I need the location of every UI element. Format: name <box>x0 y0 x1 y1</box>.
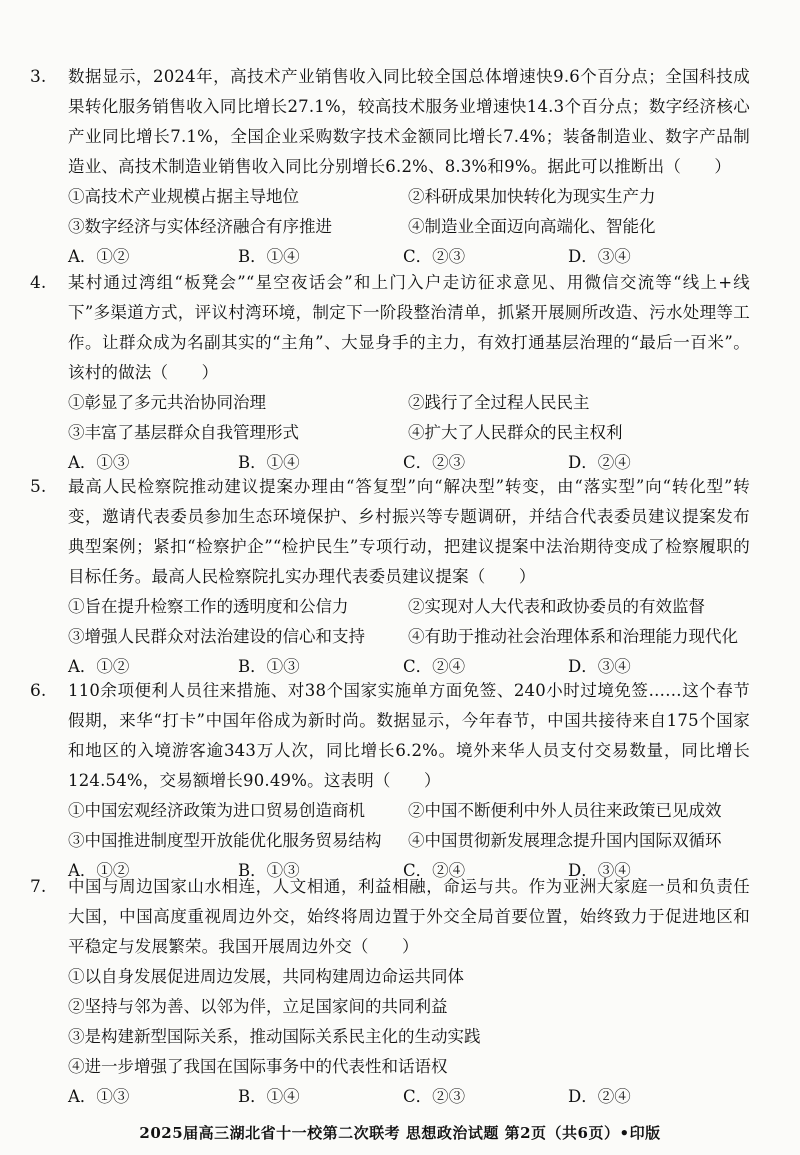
choice-d: D．②④ <box>568 453 631 472</box>
question-number: 6. <box>30 681 47 701</box>
statement-3: ③中国推进制度型开放能优化服务贸易结构 <box>68 831 382 850</box>
choice-a: A．①② <box>68 861 130 880</box>
question-3 <box>30 62 750 272</box>
question-7 <box>30 872 750 1112</box>
choice-a: A．①③ <box>68 453 130 472</box>
statement-1: ①高技术产业规模占据主导地位 <box>68 187 299 206</box>
page-footer: 2025届高三湖北省十一校第二次联考 思想政治试题 第2页（共6页）•印版 <box>139 1124 661 1142</box>
choice-d: D．③④ <box>568 657 631 676</box>
choice-a: A．①② <box>68 657 130 676</box>
statement-4: ④进一步增强了我国在国际事务中的代表性和话语权 <box>68 1057 448 1076</box>
question-stem: 某村通过湾组“板凳会”“星空夜话会”和上门入户走访征求意见、用微信交流等“线上+线下”多渠道方式，评议村湾环境，制定下一阶段整治清单，抓紧开展厕所改造、污水处理等工作。让群众成为名副其实的“主角”、大显身手的主力，有效打通基层治理的“最后一百米”。该村的做法（ ） <box>68 273 750 382</box>
question-4 <box>30 268 750 478</box>
question-5 <box>30 472 750 682</box>
choice-d: D．③④ <box>568 861 631 880</box>
question-stem: 最高人民检察院推动建议提案办理由“答复型”向“解决型”转变，由“落实型”向“转化型”转变，邀请代表委员参加生态环境保护、乡村振兴等专题调研，并结合代表委员建议提案发布典型案例；紧扣“检察护企”“检护民生”专项行动，把建议提案中法治期待变成了检察履职的目标任务。最高人民检察院扎实办理代表委员建议提案（ ） <box>68 477 750 586</box>
statement-options <box>68 182 750 242</box>
statement-4: ④中国贯彻新发展理念提升国内国际双循环 <box>408 831 722 850</box>
choice-c: C．②④ <box>403 657 466 676</box>
statement-2: ②践行了全过程人民民主 <box>408 393 590 412</box>
statement-2: ②中国不断便利中外人员往来政策已见成效 <box>408 801 722 820</box>
answer-choices <box>68 1082 750 1112</box>
question-number: 5. <box>30 477 47 497</box>
statement-2: ②科研成果加快转化为现实生产力 <box>408 187 656 206</box>
statement-options <box>68 962 750 1082</box>
statement-2: ②实现对人大代表和政协委员的有效监督 <box>408 597 705 616</box>
question-stem: 110余项便利人员往来措施、对38个国家实施单方面免签、240小时过境免签……这个春节假期，来华“打卡”中国年俗成为新时尚。数据显示，今年春节，中国共接待来自175个国家和地区的入境游客逾343万人次，同比增长6.2%。境外来华人员支付交易数量，同比增长124.54%，交易额增长90.49%。这表明（ ） <box>68 681 750 790</box>
statement-4: ④扩大了人民群众的民主权利 <box>408 423 623 442</box>
question-number: 4. <box>30 273 47 293</box>
statement-4: ④制造业全面迈向高端化、智能化 <box>408 217 656 236</box>
choice-d: D．②④ <box>568 1087 631 1106</box>
question-number: 7. <box>30 877 47 897</box>
statement-2: ②坚持与邻为善、以邻为伴，立足国家间的共同利益 <box>68 997 448 1016</box>
choice-a: A．①③ <box>68 1087 130 1106</box>
statement-1: ①彰显了多元共治协同治理 <box>68 393 266 412</box>
choice-c: C．②④ <box>403 861 466 880</box>
question-6 <box>30 676 750 886</box>
choice-b: B．①④ <box>238 1087 300 1106</box>
statement-4: ④有助于推动社会治理体系和治理能力现代化 <box>408 627 738 646</box>
choice-c: C．②③ <box>403 1087 466 1106</box>
choice-b: B．①③ <box>238 861 300 880</box>
choice-a: A．①② <box>68 247 130 266</box>
statement-3: ③丰富了基层群众自我管理形式 <box>68 423 299 442</box>
question-stem: 中国与周边国家山水相连，人文相通，利益相融，命运与共。作为亚洲大家庭一员和负责任大国，中国高度重视周边外交，始终将周边置于外交全局首要位置，始终致力于促进地区和平稳定与发展繁荣。我国开展周边外交（ ） <box>68 877 750 956</box>
question-number: 3. <box>30 67 47 87</box>
statement-3: ③数字经济与实体经济融合有序推进 <box>68 217 332 236</box>
statement-options <box>68 592 750 652</box>
statement-options <box>68 388 750 448</box>
statement-3: ③是构建新型国际关系，推动国际关系民主化的生动实践 <box>68 1027 481 1046</box>
choice-b: B．①④ <box>238 453 300 472</box>
choice-b: B．①④ <box>238 247 300 266</box>
statement-1: ①中国宏观经济政策为进口贸易创造商机 <box>68 801 365 820</box>
statement-3: ③增强人民群众对法治建设的信心和支持 <box>68 627 365 646</box>
statement-options <box>68 796 750 856</box>
choice-c: C．②③ <box>403 247 466 266</box>
choice-b: B．①③ <box>238 657 300 676</box>
choice-d: D．③④ <box>568 247 631 266</box>
choice-c: C．②③ <box>403 453 466 472</box>
question-stem: 数据显示，2024年，高技术产业销售收入同比较全国总体增速快9.6个百分点；全国科技成果转化服务销售收入同比增长27.1%，较高技术服务业增速快14.3个百分点；数字经济核心产业同比增长7.1%，全国企业采购数字技术金额同比增长7.4%；装备制造业、数字产品制造业、高技术制造业销售收入同比分别增长6.2%、8.3%和9%。据此可以推断出（ ） <box>68 67 750 176</box>
statement-1: ①以自身发展促进周边发展，共同构建周边命运共同体 <box>68 967 464 986</box>
statement-1: ①旨在提升检察工作的透明度和公信力 <box>68 597 349 616</box>
